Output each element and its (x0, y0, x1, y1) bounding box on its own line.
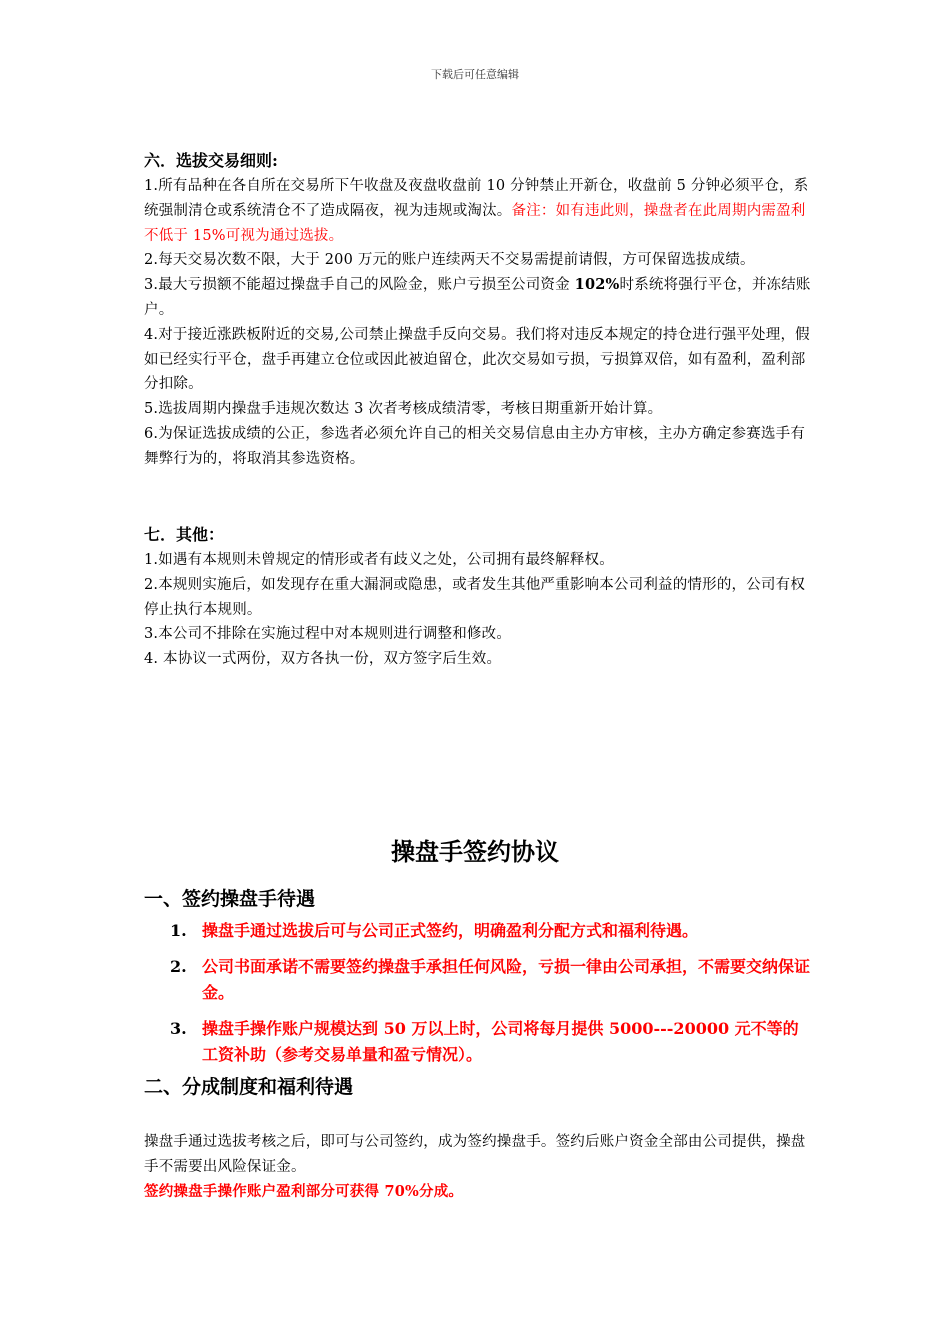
part-2-body (144, 1130, 816, 1204)
part-1-list (170, 918, 810, 1078)
list-text: 操盘手操作账户规模达到 50 万以上时，公司将每月提供 5000---20000 元不等的工资补助（参考交易单量和盈亏情况）。 (202, 1019, 799, 1064)
list-number: 2. (170, 957, 187, 976)
rule-7-1: 1.如遇有本规则未曾规定的情形或者有歧义之处，公司拥有最终解释权。 (144, 552, 614, 568)
rule-6-5: 5.选拔周期内操盘手违规次数达 3 次者考核成绩清零，考核日期重新开始计算。 (144, 401, 663, 418)
list-text: 操盘手通过选拔后可与公司正式签约，明确盈利分配方式和福利待遇。 (202, 921, 699, 940)
rule-6-4: 4.对于接近涨跌板附近的交易,公司禁止操盘手反向交易。我们将对违反本规定的持仓进行强平处理，假如已经实行平仓，盘手再建立仓位或因此被迫留仓，此次交易如亏损，亏损算双倍，如有盈利，盈利部分扣除。 (144, 326, 810, 393)
section-6 (144, 148, 816, 472)
agreement-title: 操盘手签约协议 (391, 837, 559, 866)
rule-6-2: 2.每天交易次数不限，大于 200 万元的账户连续两天不交易需提前请假，方可保留选拔成绩。 (144, 252, 755, 269)
page-header: 下载后可任意编辑 (431, 68, 519, 81)
list-number: 1. (170, 921, 187, 940)
list-item (170, 918, 810, 944)
section-6-title: 六．选拔交易细则: (144, 151, 278, 170)
list-item (170, 954, 810, 1006)
list-item (170, 1016, 810, 1068)
rule-6-3 (144, 273, 816, 323)
rule-6-1-text: 1.所有品种在各自所在交易所下午收盘及夜盘收盘前 10 分钟禁止开新仓，收盘前 5 分钟必须平仓，系统强制清仓或系统清仓不了造成隔夜，视为违规或淘汰。 (144, 178, 809, 219)
part-2-title: 二、分成制度和福利待遇 (144, 1076, 354, 1098)
part-1-title: 一、签约操盘手待遇 (144, 888, 316, 910)
rule-6-3-bold: 102% (574, 276, 620, 294)
section-7 (144, 522, 816, 672)
list-number: 3. (170, 1019, 187, 1038)
rule-6-6: 6.为保证选拔成绩的公正，参选者必须允许自己的相关交易信息由主办方审核，主办方确定参赛选手有舞弊行为的，将取消其参选资格。 (144, 425, 806, 467)
rule-6-1 (144, 174, 816, 248)
list-text: 公司书面承诺不需要签约操盘手承担任何风险，亏损一律由公司承担，不需要交纳保证金。 (202, 957, 811, 1002)
section-7-title: 七．其他： (144, 525, 225, 544)
rule-6-3-post: 时系统将强行平仓，并冻结账户。 (144, 277, 811, 318)
part-2-highlight: 签约操盘手操作账户盈利部分可获得 70%分成。 (144, 1182, 464, 1200)
rule-6-3-pre: 3.最大亏损额不能超过操盘手自己的风险金，账户亏损至公司资金 (144, 277, 575, 294)
rule-7-2: 2.本规则实施后，如发现存在重大漏洞或隐患，或者发生其他严重影响本公司利益的情形的，公司有权停止执行本规则。 (144, 576, 806, 618)
rule-7-4: 4. 本协议一式两份，双方各执一份，双方签字后生效。 (144, 651, 502, 668)
part-2-text: 操盘手通过选拔考核之后，即可与公司签约，成为签约操盘手。签约后账户资金全部由公司提供，操盘手不需要出风险保证金。 (144, 1134, 806, 1175)
rule-7-3: 3.本公司不排除在实施过程中对本规则进行调整和修改。 (144, 626, 512, 643)
rule-6-1-note: 备注：如有违此则，操盘者在此周期内需盈利不低于 15%可视为通过选拔。 (144, 202, 806, 244)
